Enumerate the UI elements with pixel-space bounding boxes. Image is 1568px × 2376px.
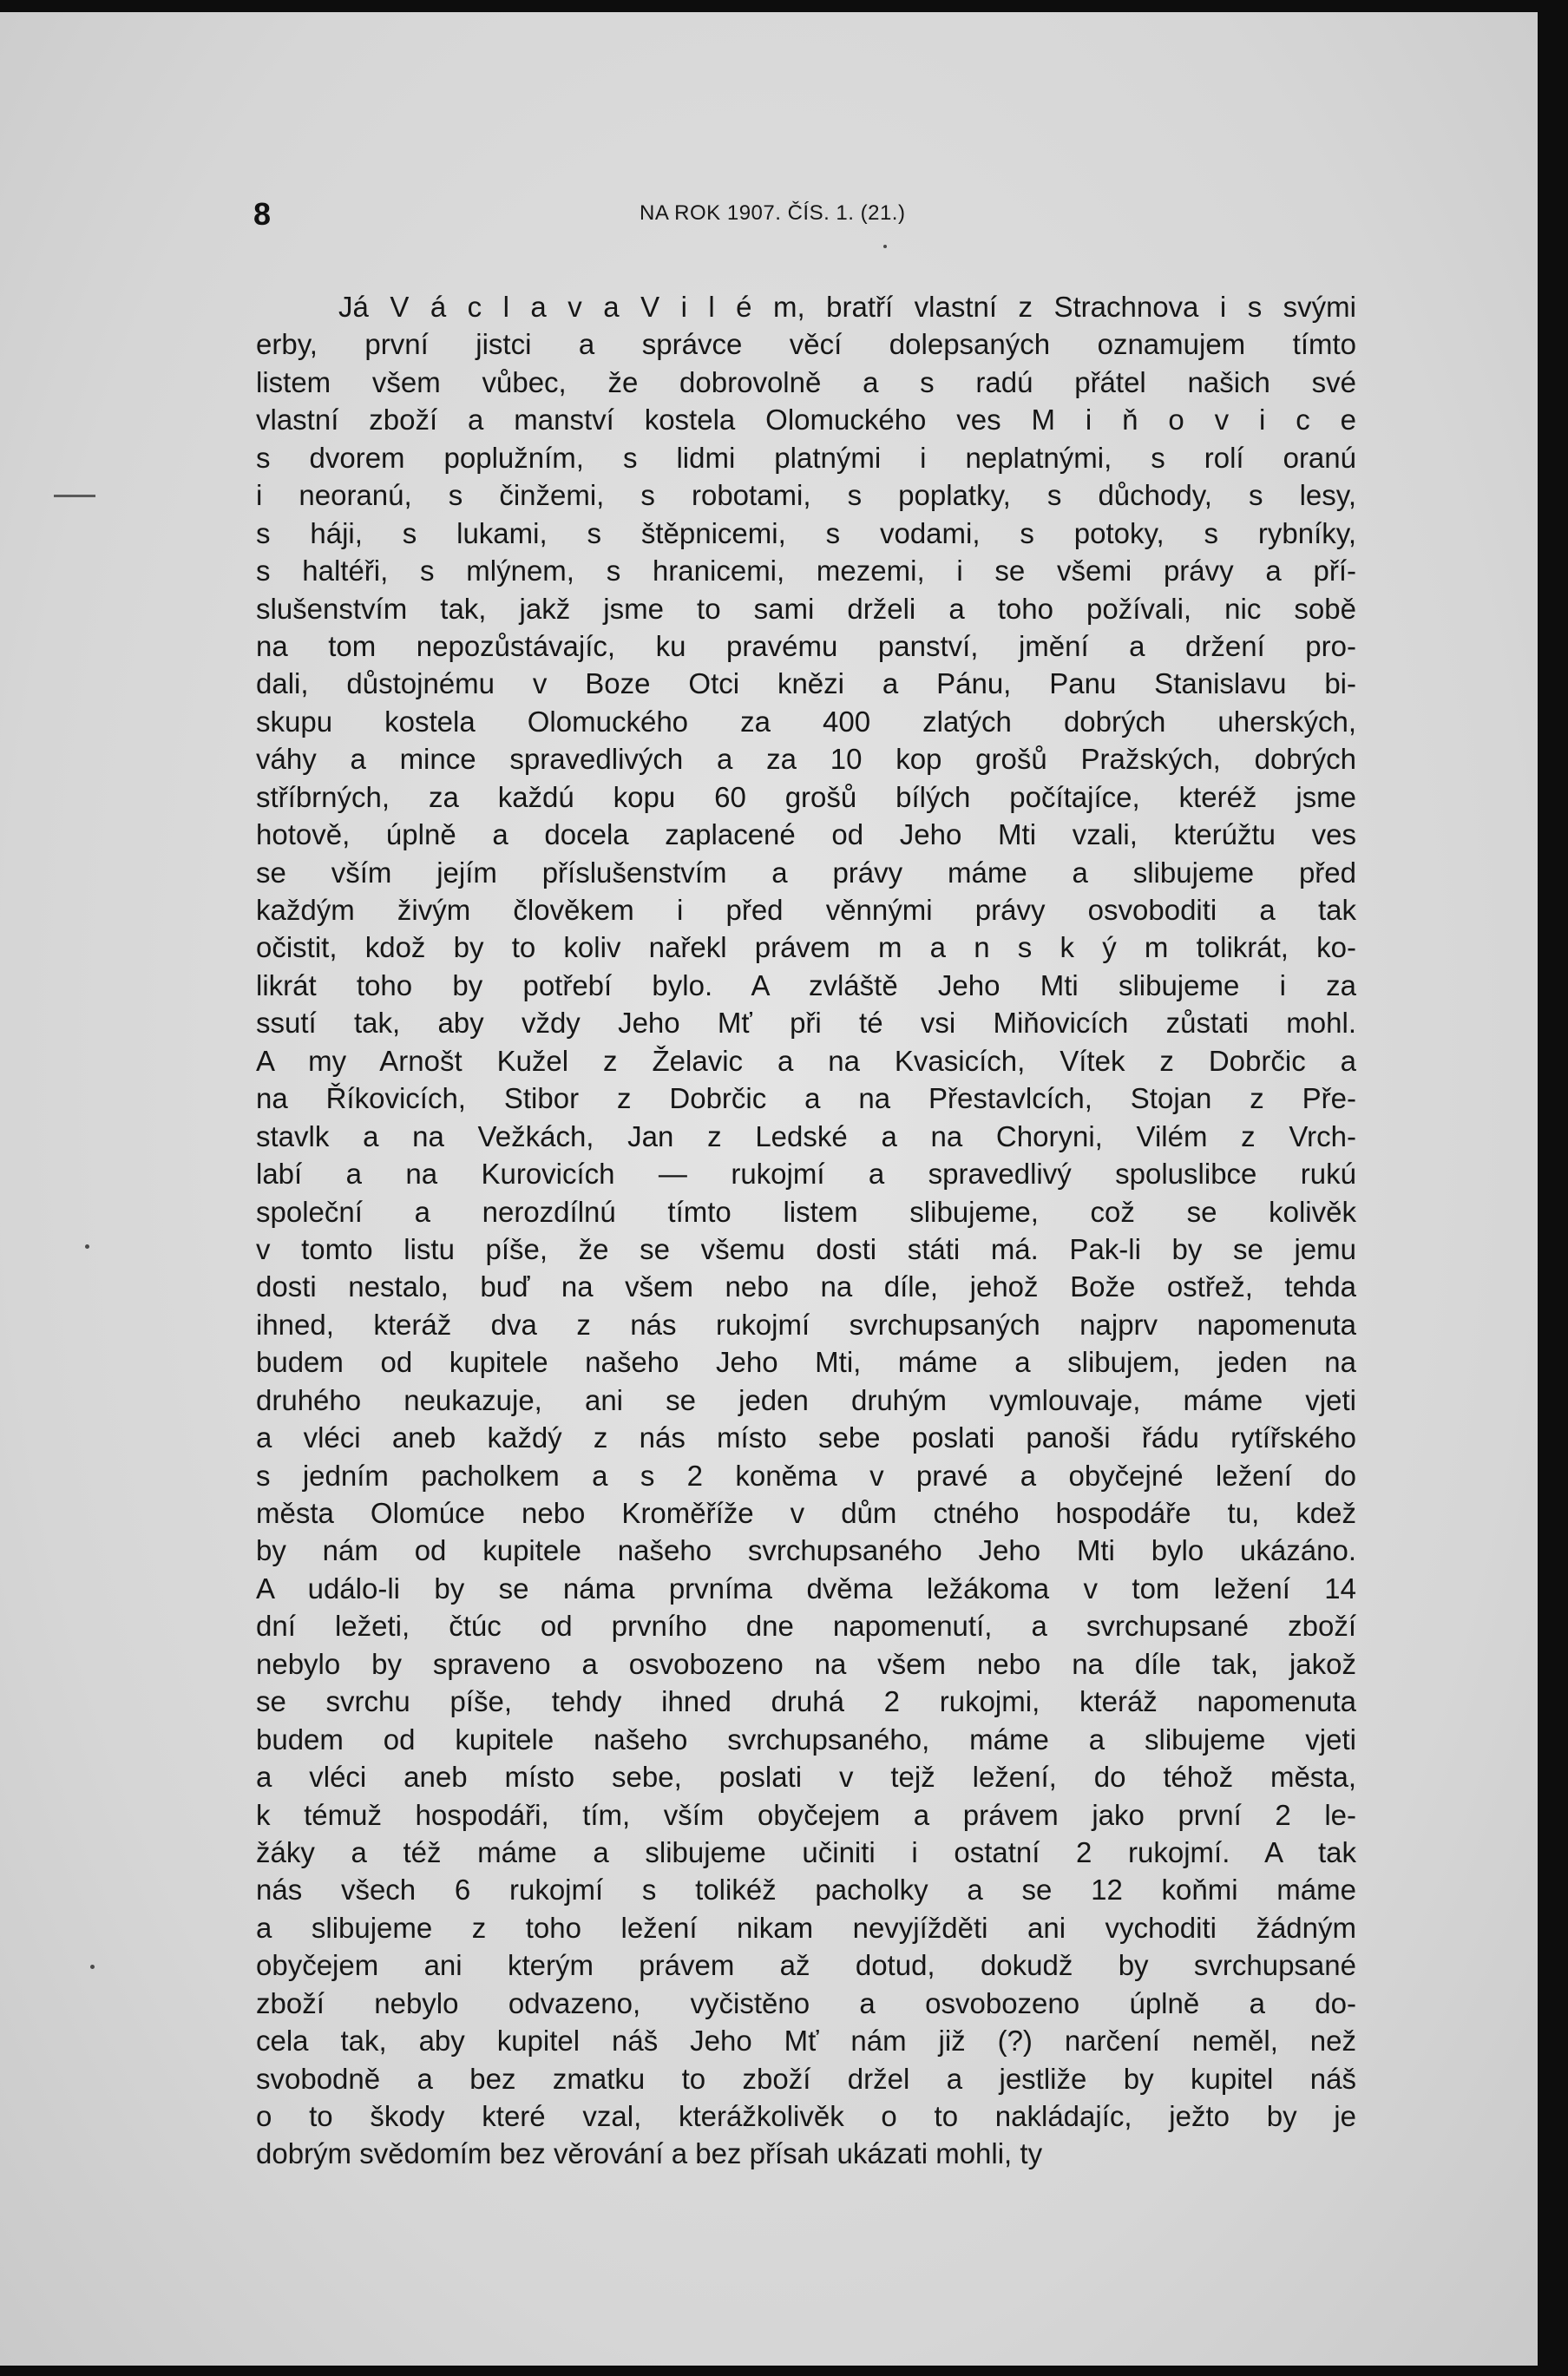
text-line: společní a nerozdílnú tímto listem slibujeme, což se kolivěk [256, 1195, 1356, 1228]
margin-mark [54, 495, 95, 497]
text-line: na Říkovicích, Stibor z Dobrčic a na Přestavlcích, Stojan z Pře- [256, 1082, 1356, 1115]
text-line: se vším jejím příslušenstvím a právy máme a slibujeme před [256, 856, 1356, 889]
text-line: dali, důstojnému v Boze Otci knězi a Pánu, Panu Stanislavu bi- [256, 667, 1356, 700]
text-line: dní ležeti, čtúc od prvního dne napomenutí, a svrchupsané zboží [256, 1610, 1356, 1643]
speck-mark [85, 1244, 89, 1249]
text-line: cela tak, aby kupitel náš Jeho Mť nám již (?) narčení neměl, než [256, 2025, 1356, 2058]
text-line: zboží nebylo odvazeno, vyčistěno a osvobozeno úplně a do- [256, 1986, 1356, 2019]
text-line: by nám od kupitele našeho svrchupsaného Jeho Mti bylo ukázáno. [256, 1534, 1356, 1567]
text-line: A my Arnošt Kužel z Želavic a na Kvasicích, Vítek z Dobrčic a [256, 1044, 1356, 1077]
text-line: obyčejem ani kterým právem až dotud, dokudž by svrchupsané [256, 1949, 1356, 1982]
text-line: na tom nepozůstávajíc, ku pravému panství, jmění a držení pro- [256, 629, 1356, 662]
text-line: se svrchu píše, tehdy ihned druhá 2 rukojmi, kteráž napomenuta [256, 1685, 1356, 1718]
body-text [256, 288, 1356, 2173]
text-line: nás všech 6 rukojmí s tolikéž pacholky a se 12 koňmi máme [256, 1874, 1356, 1907]
text-line: labí a na Kurovicích — rukojmí a spravedlivý spoluslibce rukú [256, 1158, 1356, 1191]
text-line: s haltéři, s mlýnem, s hranicemi, mezemi, i se všemi právy a pří- [256, 555, 1356, 587]
text-line: ssutí tak, aby vždy Jeho Mť při té vsi Miňovicích zůstati mohl. [256, 1007, 1356, 1040]
text-line: dobrým svědomím bez věrování a bez přísah ukázati mohli, ty [256, 2137, 1043, 2170]
text-line: každým živým člověkem i před věnnými právy osvoboditi a tak [256, 894, 1356, 926]
text-line: i neoranú, s činžemi, s robotami, s poplatky, s důchody, s lesy, [256, 479, 1356, 512]
text-line: v tomto listu píše, že se všemu dosti státi má. Pak-li by se jemu [256, 1232, 1356, 1265]
page-header [253, 196, 1354, 231]
text-line: a slibujeme z toho ležení nikam nevyjížděti ani vychoditi žádným [256, 1911, 1356, 1944]
text-line: hotově, úplně a docela zaplacené od Jeho Mti vzali, kterúžtu ves [256, 818, 1356, 851]
text-line: očistit, kdož by to koliv nařekl právem m a n s k ý m tolikrát, ko- [256, 931, 1356, 964]
text-line: o to škody které vzal, kterážkolivěk o to nakládajíc, ježto by je [256, 2100, 1356, 2132]
text-line: dosti nestalo, buď na všem nebo na díle, jehož Bože ostřež, tehda [256, 1270, 1356, 1303]
text-line: Já V á c l a v a V i l é m, bratří vlastní z Strachnova i s svými [338, 291, 1356, 323]
text-line: s jedním pacholkem a s 2 koněma v pravé a obyčejné ležení do [256, 1459, 1356, 1492]
speck-mark [90, 1965, 95, 1969]
text-line: budem od kupitele našeho svrchupsaného, máme a slibujeme vjeti [256, 1723, 1356, 1756]
text-line: k témuž hospodáři, tím, vším obyčejem a právem jako první 2 le- [256, 1798, 1356, 1831]
text-line: a vléci aneb místo sebe, poslati v tejž ležení, do téhož města, [256, 1761, 1356, 1794]
text-line: s dvorem poplužním, s lidmi platnými i neplatnými, s rolí oranú [256, 441, 1356, 474]
page-number: 8 [253, 196, 272, 232]
running-head: NA ROK 1907. ČÍS. 1. (21.) [640, 201, 906, 225]
text-line: nebylo by spraveno a osvobozeno na všem nebo na díle tak, jakož [256, 1647, 1356, 1680]
text-line: ihned, kteráž dva z nás rukojmí svrchupsaných najprv napomenuta [256, 1308, 1356, 1341]
text-line: erby, první jistci a správce věcí dolepsaných oznamujem tímto [256, 328, 1356, 361]
text-line: s háji, s lukami, s štěpnicemi, s vodami, s potoky, s rybníky, [256, 516, 1356, 549]
text-line: váhy a mince spravedlivých a za 10 kop grošů Pražských, dobrých [256, 743, 1356, 776]
text-line: skupu kostela Olomuckého za 400 zlatých dobrých uherských, [256, 705, 1356, 738]
text-line: listem všem vůbec, že dobrovolně a s radú přátel našich své [256, 365, 1356, 398]
text-line: slušenstvím tak, jakž jsme to sami drželi a toho požívali, nic sobě [256, 592, 1356, 625]
text-line: svobodně a bez zmatku to zboží držel a jestliže by kupitel náš [256, 2062, 1356, 2095]
text-line: žáky a též máme a slibujeme učiniti i ostatní 2 rukojmí. A tak [256, 1835, 1356, 1868]
page-sheet [0, 12, 1538, 2366]
text-line: stavlk a na Vežkách, Jan z Ledské a na Choryni, Vilém z Vrch- [256, 1119, 1356, 1152]
text-line: budem od kupitele našeho Jeho Mti, máme a slibujem, jeden na [256, 1346, 1356, 1379]
text-line: likrát toho by potřebí bylo. A zvláště Jeho Mti slibujeme i za [256, 968, 1356, 1001]
text-line: A událo-li by se náma prvníma dvěma ležákoma v tom ležení 14 [256, 1572, 1356, 1605]
text-line: stříbrných, za každú kopu 60 grošů bílých počítajíce, kteréž jsme [256, 780, 1356, 813]
text-line: a vléci aneb každý z nás místo sebe poslati panoši řádu rytířského [256, 1421, 1356, 1454]
speck-mark [883, 245, 887, 248]
text-line: města Olomúce nebo Kroměříže v dům ctného hospodáře tu, kdež [256, 1497, 1356, 1529]
text-line: druhého neukazuje, ani se jeden druhým vymlouvaje, máme vjeti [256, 1383, 1356, 1416]
text-line: vlastní zboží a manství kostela Olomuckého ves M i ň o v i c e [256, 404, 1356, 436]
